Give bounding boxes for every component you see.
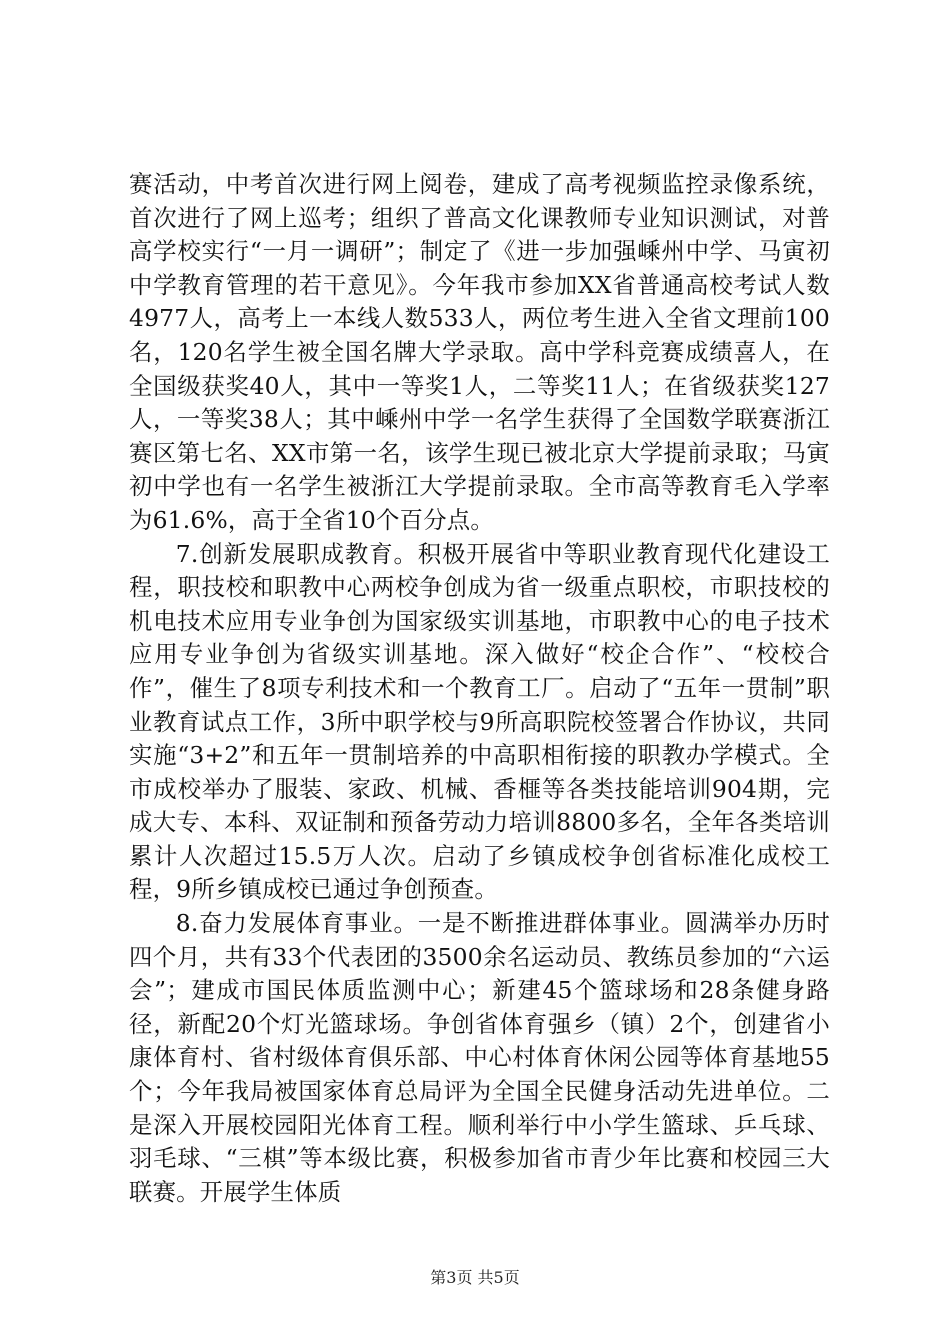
document-body xyxy=(129,168,830,1209)
paragraph-continuation: 赛活动，中考首次进行网上阅卷，建成了高考视频监控录像系统，首次进行了网上巡考；组织了普高文化课教师专业知识测试，对普高学校实行“一月一调研”；制定了《进一步加强嵊州中学、马寅初中学教育管理的若干意见》。今年我市参加XX省普通高校考试人数4977人，高考上一本线人数533人，两位考生进入全省文理前100名，120名学生被全国名牌大学录取。高中学科竞赛成绩喜人，在全国级获奖40人，其中一等奖1人，二等奖11人；在省级获奖127人，一等奖38人；其中嵊州中学一名学生获得了全国数学联赛浙江赛区第七名、XX市第一名，该学生现已被北京大学提前录取；马寅初中学也有一名学生被浙江大学提前录取。全市高等教育毛入学率为61.6%，高于全省10个百分点。 xyxy=(129,170,830,534)
page-number-footer: 第3页 共5页 xyxy=(430,1268,520,1287)
paragraph-sports-development: 8.奋力发展体育事业。一是不断推进群体事业。圆满举办历时四个月，共有33个代表团的3500余名运动员、教练员参加的“六运会”；建成市国民体质监测中心；新建45个篮球场和28条健身路径，新配20个灯光篮球场。争创省体育强乡（镇）2个，创建省小康体育村、省村级体育俱乐部、中心村体育休闲公园等体育基地55个；今年我局被国家体育总局评为全国全民健身活动先进单位。二是深入开展校园阳光体育工程。顺利举行中小学生篮球、乒乓球、羽毛球、“三棋”等本级比赛，积极参加省市青少年比赛和校园三大联赛。开展学生体质 xyxy=(129,909,830,1206)
paragraph-vocational-education: 7.创新发展职成教育。积极开展省中等职业教育现代化建设工程，职技校和职教中心两校争创成为省一级重点职校，市职技校的机电技术应用专业争创为国家级实训基地，市职教中心的电子技术应用专业争创为省级实训基地。深入做好“校企合作”、“校校合作”，催生了8项专利技术和一个教育工厂。启动了“五年一贯制”职业教育试点工作，3所中职学校与9所高职院校签署合作协议，共同实施“3+2”和五年一贯制培养的中高职相衔接的职教办学模式。全市成校举办了服装、家政、机械、香榧等各类技能培训904期，完成大专、本科、双证制和预备劳动力培训8800多名，全年各类培训累计人次超过15.5万人次。启动了乡镇成校争创省标准化成校工程，9所乡镇成校已通过争创预查。 xyxy=(129,539,830,904)
